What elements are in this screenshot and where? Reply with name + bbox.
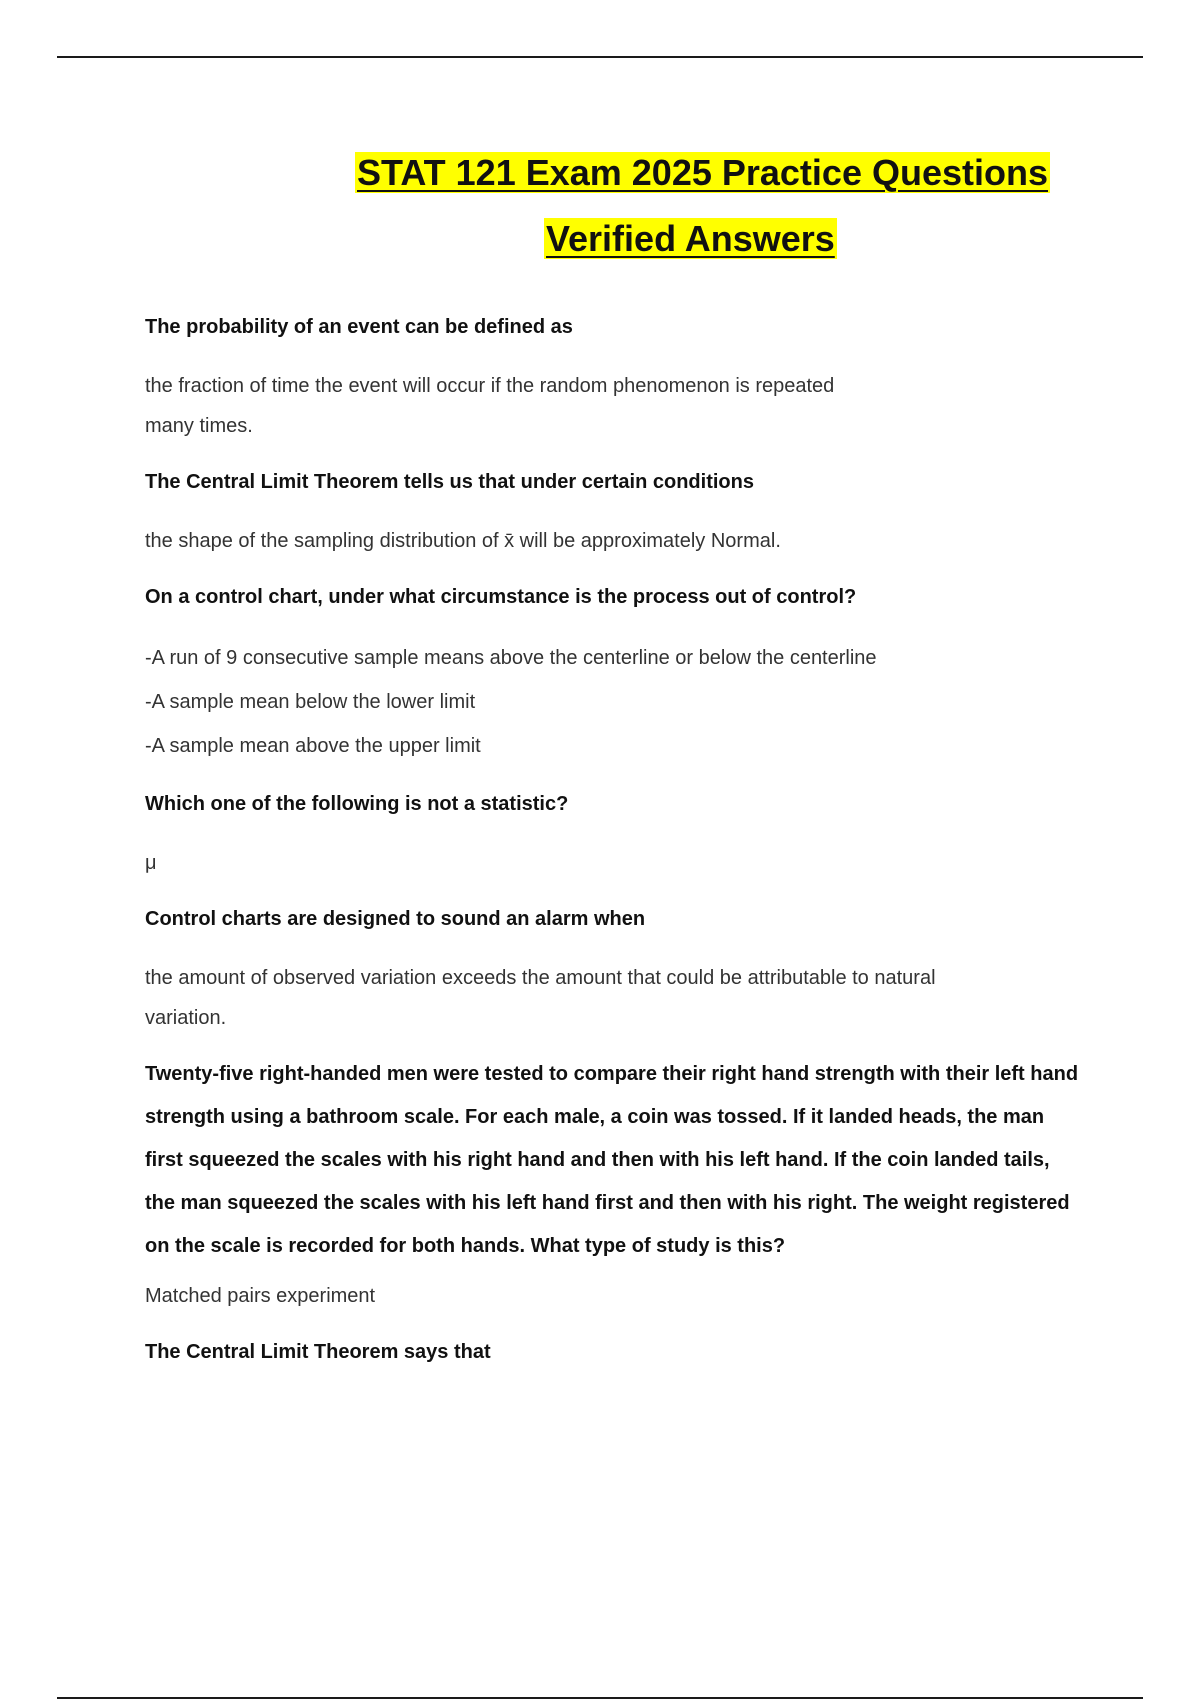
answer-line: -A sample mean below the lower limit bbox=[145, 691, 476, 713]
answer: the shape of the sampling distribution of x̄ will be approximately Normal. bbox=[145, 530, 781, 552]
qa-content bbox=[145, 306, 1085, 1374]
question: The Central Limit Theorem says that bbox=[145, 1341, 491, 1363]
answer: the amount of observed variation exceeds the amount that could be attributable to natural variation. bbox=[145, 967, 936, 1029]
question: On a control chart, under what circumstance is the process out of control? bbox=[145, 586, 857, 608]
answer: Matched pairs experiment bbox=[145, 1285, 376, 1307]
answer: μ bbox=[145, 852, 157, 874]
answer-line: -A run of 9 consecutive sample means above the centerline or below the centerline bbox=[145, 647, 877, 669]
question: Control charts are designed to sound an alarm when bbox=[145, 908, 646, 930]
qa-item bbox=[145, 461, 1085, 561]
bottom-rule bbox=[57, 1697, 1143, 1699]
title-line-1 bbox=[355, 150, 1050, 196]
answer-line: -A sample mean above the upper limit bbox=[145, 735, 481, 757]
qa-item bbox=[145, 783, 1085, 883]
qa-item bbox=[145, 1331, 1085, 1374]
question: Twenty-five right-handed men were tested to compare their right hand strength with their left hand strength using a bathroom scale. For each male, a coin was tossed. If it landed heads, the man first squeezed the scales with his right hand and then with his left hand. If the coin landed tails, the man squeezed the scales with his left hand first and then with his right. The weight registered on the scale is recorded for both hands. What type of study is this? bbox=[145, 1063, 1079, 1257]
question: The probability of an event can be defined as bbox=[145, 316, 573, 338]
qa-item bbox=[145, 1053, 1085, 1316]
qa-item bbox=[145, 306, 1085, 446]
title-line-1-text: STAT 121 Exam 2025 Practice Questions bbox=[357, 152, 1048, 193]
qa-item bbox=[145, 898, 1085, 1038]
answer-list bbox=[145, 636, 1085, 768]
qa-item bbox=[145, 576, 1085, 768]
top-rule bbox=[57, 56, 1143, 58]
answer: the fraction of time the event will occur if the random phenomenon is repeated many times. bbox=[145, 375, 835, 437]
question: The Central Limit Theorem tells us that under certain conditions bbox=[145, 471, 754, 493]
title-line-2-text: Verified Answers bbox=[546, 218, 835, 259]
question: Which one of the following is not a statistic? bbox=[145, 793, 569, 815]
title-line-2 bbox=[544, 216, 837, 262]
